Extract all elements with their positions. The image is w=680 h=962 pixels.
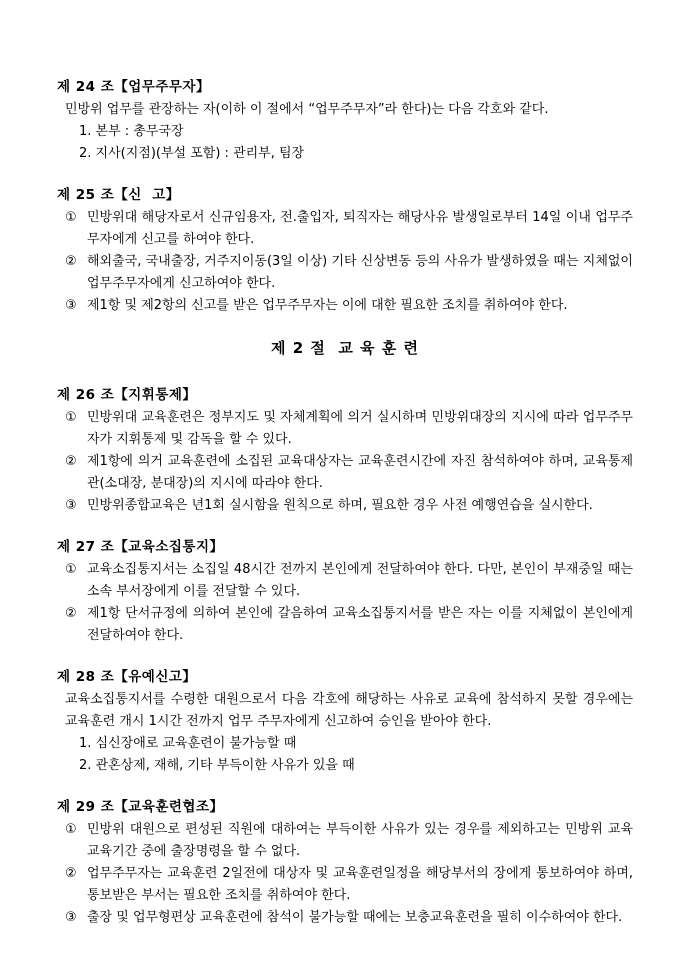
- clause: [65, 407, 633, 451]
- list-item: 2. 지사(지점)(부설 포함) : 관리부, 팀장: [79, 146, 305, 161]
- article-25: [57, 184, 633, 317]
- article-25-title: 제 25 조【신 고】: [57, 187, 180, 203]
- list-item: 1. 본부 : 총무국장: [79, 124, 184, 139]
- clause-text: 제1항 단서규정에 의하여 본인에 갈음하여 교육소집통지서를 받은 자는 이를 지체없이 본인에게 전달하여야 한다.: [87, 606, 633, 643]
- clause: [65, 495, 633, 517]
- clause-text: 업무주무자는 교육훈련 2일전에 대상자 및 교육훈련일정을 해당부서의 장에게 통보하여야 하며, 통보받은 부서는 필요한 조치를 취하여야 한다.: [87, 866, 633, 903]
- clause: [65, 603, 633, 647]
- article-29-title: 제 29 조【교육훈련협조】: [57, 799, 224, 815]
- article-28-title: 제 28 조【유예신고】: [57, 669, 197, 685]
- clause-text: 민방위 대원으로 편성된 직원에 대하여는 부득이한 사유가 있는 경우를 제외하고는 민방위 교육 교육기간 중에 출장명령을 할 수 없다.: [87, 822, 633, 859]
- article-24-title: 제 24 조【업무주무자】: [57, 79, 210, 95]
- clause-number: ③: [65, 298, 77, 313]
- clause-text: 출장 및 업무형편상 교육훈련에 참석이 불가능할 때에는 보충교육훈련을 필히 이수하여야 한다.: [87, 910, 623, 925]
- clause: [65, 819, 633, 863]
- article-27: [57, 536, 633, 647]
- article-29: [57, 796, 633, 929]
- article-28: [57, 666, 633, 777]
- article-24: [57, 76, 633, 165]
- article-26: [57, 384, 633, 517]
- clause: [65, 207, 633, 251]
- clause-number: ①: [65, 822, 77, 837]
- article-24-items: [79, 121, 633, 165]
- clause-number: ②: [65, 254, 77, 269]
- clause-number: ①: [65, 562, 77, 577]
- article-28-items: [79, 733, 633, 777]
- clause: [65, 907, 633, 929]
- clause: [65, 295, 633, 317]
- clause-text: 제1항 및 제2항의 신고를 받은 업무주무자는 이에 대한 필요한 조치를 취하여야 한다.: [87, 298, 568, 313]
- clause-number: ②: [65, 866, 77, 881]
- article-27-title: 제 27 조【교육소집통지】: [57, 539, 224, 555]
- clause-number: ②: [65, 606, 77, 621]
- clause-number: ③: [65, 910, 77, 925]
- clause-number: ③: [65, 498, 77, 513]
- clause-text: 민방위대 교육훈련은 정부지도 및 자체계획에 의거 실시하며 민방위대장의 지시에 따라 업무주무자가 지휘통제 및 감독을 할 수 있다.: [87, 410, 633, 447]
- clause-text: 해외출국, 국내출장, 거주지이동(3일 이상) 기타 신상변동 등의 사유가 발생하였을 때는 지체없이 업무주무자에게 신고하여야 한다.: [87, 254, 633, 291]
- clause: [65, 863, 633, 907]
- clause-number: ①: [65, 210, 77, 225]
- article-26-title: 제 26 조【지휘통제】: [57, 387, 197, 403]
- clause: [65, 251, 633, 295]
- document-content: [57, 76, 633, 948]
- section-heading: 제 2 절 교 육 훈 련: [271, 339, 419, 357]
- clause: [65, 451, 633, 495]
- article-24-intro: 민방위 업무를 관장하는 자(이하 이 절에서 “업무주무자”라 한다)는 다음 각호와 같다.: [65, 102, 549, 117]
- clause: [65, 559, 633, 603]
- list-item: 2. 관혼상제, 재해, 기타 부득이한 사유가 있을 때: [79, 758, 355, 773]
- article-28-intro: 교육소집통지서를 수령한 대원으로서 다음 각호에 해당하는 사유로 교육에 참석하지 못할 경우에는 교육훈련 개시 1시간 전까지 업무 주무자에게 신고하여 승인을 받아야 한다.: [65, 692, 633, 729]
- clause-number: ①: [65, 410, 77, 425]
- clause-text: 제1항에 의거 교육훈련에 소집된 교육대상자는 교육훈련시간에 자진 참석하여야 하며, 교육통제관(소대장, 분대장)의 지시에 따라야 한다.: [87, 454, 633, 491]
- clause-number: ②: [65, 454, 77, 469]
- clause-text: 교육소집통지서는 소집일 48시간 전까지 본인에게 전달하여야 한다. 다만, 본인이 부재중일 때는 소속 부서장에게 이를 전달할 수 있다.: [87, 562, 633, 599]
- clause-text: 민방위종합교육은 년1회 실시함을 원칙으로 하며, 필요한 경우 사전 예행연습을 실시한다.: [87, 498, 593, 513]
- list-item: 1. 심신장애로 교육훈련이 불가능할 때: [79, 736, 297, 751]
- clause-text: 민방위대 해당자로서 신규임용자, 전.출입자, 퇴직자는 해당사유 발생일로부터 14일 이내 업무주무자에게 신고를 하여야 한다.: [87, 210, 633, 247]
